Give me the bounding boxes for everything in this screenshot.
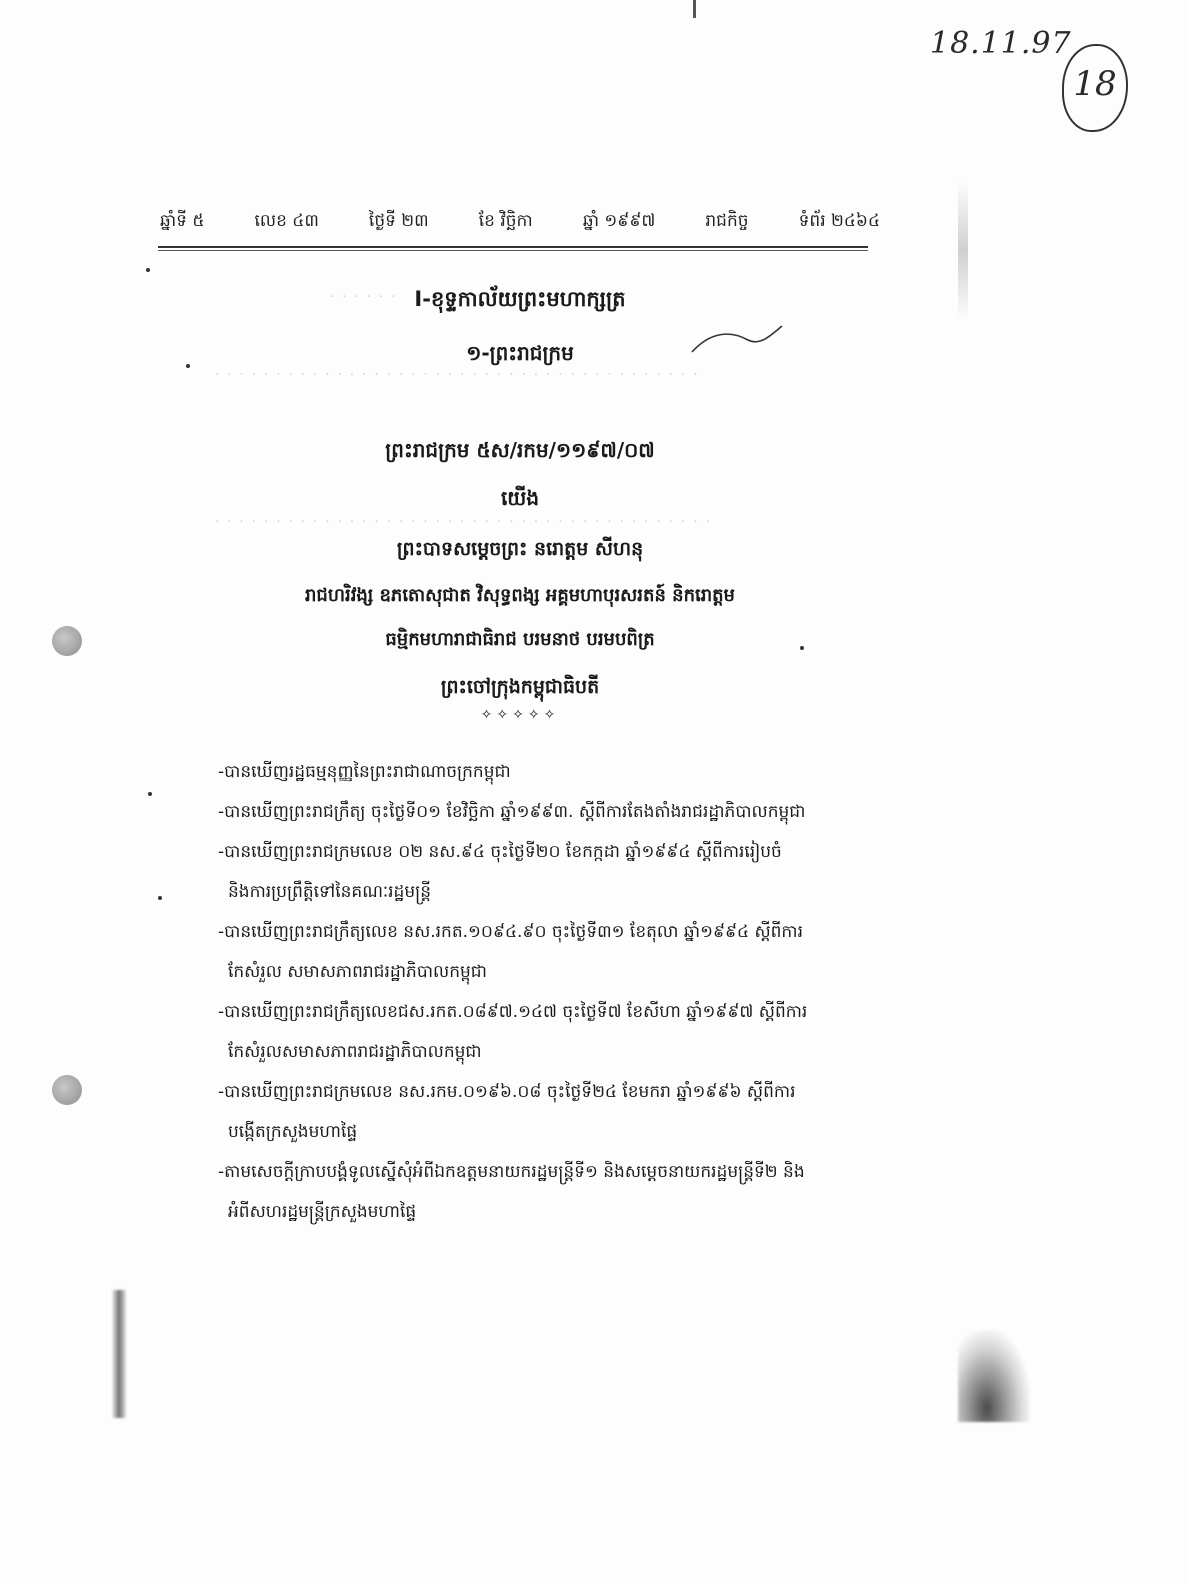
king-title-line: ធម្មិកមហារាជាធិរាជ បរមនាថ បរមបពិត្រ [385,629,655,650]
scan-shadow [958,1330,1030,1422]
scan-mark [693,0,696,18]
preamble-line-continuation: កែសំរួល សមាសភាពរាជរដ្ឋាភិបាលកម្ពុជា [228,962,487,982]
decree-number: ព្រះរាជក្រម ៥ស/រកម/១១៩៧/០៧ [385,438,655,462]
header-year-date: ឆ្នាំ ១៩៩៧ [582,211,656,231]
preamble-line: -បានឃើញរដ្ឋធម្មនុញ្ញនៃព្រះរាជាណាចក្រកម្ពុជា [218,762,511,782]
king-title-line: ព្រះចៅក្រុងកម្ពុជាធិបតី [440,676,600,698]
header-year: ឆ្នាំទី ៥ [160,211,205,231]
bleed-through-text: · · · · · · [330,290,398,305]
scan-speck [158,896,162,900]
preamble-line: -បានឃើញព្រះរាជក្រឹត្យលេខ នស.រកត.១០៩៤.៩០ ចុះថ្ងៃទី៣១ ខែតុលា ឆ្នាំ១៩៩៤ ស្តីពីការ [218,922,804,942]
scan-speck [186,364,190,368]
scan-shadow [112,1290,126,1418]
preamble-line: -តាមសេចក្តីក្រាបបង្គំទូលស្នើសុំអំពីឯកឧត្តមនាយករដ្ឋមន្ត្រីទី១ និងសម្តេចនាយករដ្ឋមន្ត្រីទី២ និង [218,1162,805,1182]
section-title: I-ខុទ្ទកាល័យព្រះមហាក្សត្រ [414,287,626,311]
header-page: ទំព័រ ២៤៦៤ [798,211,880,231]
scan-shadow [958,180,968,320]
gazette-header [160,210,880,235]
decree-preamble [218,752,884,1232]
header-day: ថ្ងៃទី ២៣ [368,211,429,231]
scan-speck [148,792,152,796]
preamble-line: -បានឃើញព្រះរាជក្រឹត្យ ចុះថ្ងៃទី០១ ខែវិច្ឆិកា ឆ្នាំ១៩៩៣. ស្តីពីការតែងតាំងរាជរដ្ឋាភិបាលកម្ពុជា [218,802,806,822]
preamble-line-continuation: បង្កើតក្រសួងមហាផ្ទៃ [228,1122,358,1142]
king-title-line: ព្រះបាទសម្តេចព្រះ នរោត្តម សីហនុ [396,538,644,560]
header-month: ខែ វិច្ឆិកា [478,211,533,231]
preamble-line: -បានឃើញព្រះរាជក្រមលេខ ០២ នស.៩៤ ចុះថ្ងៃទី២០ ខែកក្កដា ឆ្នាំ១៩៩៤ ស្តីពីការរៀបចំ [218,842,782,862]
preamble-line-continuation: អំពីសហរដ្ឋមន្ត្រីក្រសួងមហាផ្ទៃ [228,1202,417,1222]
header-rule [158,246,868,251]
punch-hole [52,626,82,656]
handwritten-page-circle [1062,44,1128,132]
preamble-line-continuation: កែសំរួលសមាសភាពរាជរដ្ឋាភិបាលកម្ពុជា [228,1042,482,1062]
king-title-line: រាជហរិវង្ស ឧភតោសុជាត វិសុទ្ធពង្ស អគ្គមហាបុរសរតន៍ និករោត្តម [305,585,735,606]
scan-speck [800,646,804,650]
header-gazette: រាជកិច្ច [705,211,749,231]
punch-hole [52,1075,82,1105]
star-ornament: ✧✧✧✧✧ [480,707,560,723]
decree-we: យើង [500,486,540,510]
preamble-line-continuation: និងការប្រព្រឹត្តិទៅនៃគណៈរដ្ឋមន្ត្រី [228,882,431,902]
bleed-through-text: · · · · · · · · · · · · · · · · · · · · · · · · · · · · · · · · · · · · · · · · [215,368,700,383]
header-issue: លេខ ៤៣ [254,211,319,231]
preamble-line: -បានឃើញព្រះរាជក្រឹត្យលេខជស.រកត.០៨៩៧.១៤៧ ចុះថ្ងៃទី៧ ខែសីហា ឆ្នាំ១៩៩៧ ស្តីពីការ [218,1002,808,1022]
sub-title: ១-ព្រះរាជក្រម [466,341,574,365]
handwritten-date: 18.11.97 [930,26,1072,61]
preamble-line: -បានឃើញព្រះរាជក្រមលេខ នស.រកម.០១៩៦.០៨ ចុះថ្ងៃទី២៤ ខែមករា ឆ្នាំ១៩៩៦ ស្តីពីការ [218,1082,796,1102]
handwritten-page-number: 18 [1073,64,1117,104]
scan-speck [146,268,150,272]
bleed-through-text: · · · · · · · · · · · · · · · · · · · · · · · · · · · · · · · · · · · · · · · · · [215,515,712,530]
